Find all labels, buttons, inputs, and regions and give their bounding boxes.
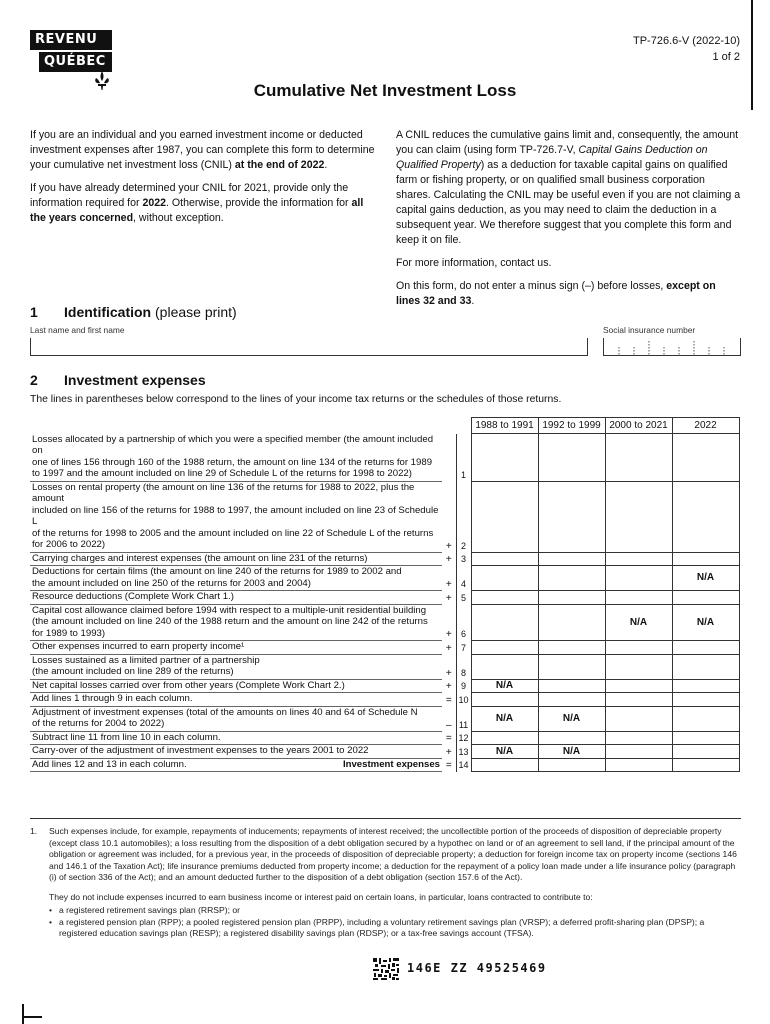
amount-input[interactable] (605, 679, 672, 693)
amount-input[interactable] (672, 591, 739, 605)
row-operator: + (445, 592, 452, 604)
investment-expenses-label: Investment expenses (342, 758, 440, 770)
intro-left-column (30, 128, 375, 234)
minus-sign-note: On this form, do not enter a minus sign (–) before losses, except on lines 32 and 33. (396, 280, 716, 307)
row-label-line: included on line 156 of the returns for 1988 to 1997, the amount included on line 23 of Schedule L (32, 504, 439, 527)
row-label (30, 758, 442, 772)
row-label-line: to 1997 and the amount included on line 29 of Schedule L of the returns for 1998 to 2022) (32, 468, 412, 479)
row-label (30, 693, 442, 707)
amount-input[interactable] (605, 434, 672, 482)
row-label-line: Other expenses incurred to earn property income¹ (32, 641, 245, 652)
row-label-line: Add lines 1 through 9 in each column. (32, 693, 193, 704)
table-row (30, 604, 739, 641)
row-operator: + (445, 681, 452, 692)
intro-right-column (396, 128, 742, 317)
amount-input[interactable] (471, 566, 538, 591)
column-header: 2000 to 2021 (605, 418, 672, 434)
row-operator: = (445, 760, 452, 771)
amount-input[interactable] (471, 481, 538, 552)
amount-input[interactable] (605, 591, 672, 605)
amount-input[interactable] (605, 706, 672, 731)
intro-paragraph: If you have already determined your CNIL for 2021, provide only the information required for 2022. Otherwise, provide the information for all the years concerned, without exception. (30, 182, 364, 224)
name-field[interactable] (30, 338, 588, 356)
amount-input[interactable] (605, 731, 672, 745)
name-label: Last name and first name (30, 325, 125, 335)
row-operator: + (445, 746, 452, 758)
page-indicator: 1 of 2 (712, 51, 740, 63)
table-row (30, 566, 739, 591)
amount-input[interactable] (672, 693, 739, 707)
row-label-line: Losses on rental property (the amount on line 136 of the returns for 1988 to 2022, plus the amount (32, 481, 415, 504)
amount-input[interactable] (605, 758, 672, 772)
table-row (30, 731, 739, 745)
amount-input[interactable] (605, 641, 672, 655)
line-number: 1 (456, 434, 471, 482)
amount-input[interactable] (538, 552, 605, 566)
barcode-icon (373, 958, 399, 980)
not-applicable-cell: N/A (672, 566, 739, 591)
amount-input[interactable] (672, 481, 739, 552)
row-label (30, 731, 442, 745)
amount-input[interactable] (538, 731, 605, 745)
line-number: 13 (456, 745, 471, 759)
row-operator: = (445, 694, 452, 706)
row-operator (442, 434, 456, 482)
row-operator: = (445, 733, 452, 744)
amount-input[interactable] (471, 693, 538, 707)
amount-input[interactable] (605, 693, 672, 707)
amount-input[interactable] (471, 654, 538, 679)
row-label (30, 654, 442, 679)
column-header: 1992 to 1999 (538, 418, 605, 434)
row-label-line: Adjustment of investment expenses (total of the amounts on lines 40 and 64 of Schedule N (32, 706, 418, 718)
row-label (30, 745, 442, 759)
sin-label: Social insurance number (603, 325, 696, 335)
line-number: 2 (456, 481, 471, 552)
amount-input[interactable] (672, 758, 739, 772)
row-label (30, 679, 442, 693)
intro-paragraph: A CNIL reduces the cumulative gains limit and, consequently, the amount you can claim (using form TP-726.7-V, Capital Gains Deduction on Qualified Property) as a deduction for taxable capital gains on qualified farm or fishing property, or on qualified small business corporation shares. Calculating the CNIL may be useful even if you are not claiming a capital gains deduction, as you may need to claim the deduction in a subsequent year. We therefore suggest that you complete this form and keep it on file. (396, 129, 741, 246)
amount-input[interactable] (471, 758, 538, 772)
amount-input[interactable] (538, 481, 605, 552)
row-label-line: Subtract line 11 from line 10 in each column. (32, 731, 221, 743)
row-label-line: Deductions for certain films (the amount on line 240 of the returns for 1989 to 2002 and (32, 566, 402, 577)
amount-input[interactable] (471, 641, 538, 655)
amount-input[interactable] (672, 706, 739, 731)
logo-line1: REVENU (30, 30, 112, 50)
intro-paragraph: If you are an individual and you earned investment income or deducted investment expenses after 1987, you can complete this form to determine your cumulative net investment loss (CNIL) at the end of 2022. (30, 129, 375, 171)
amount-input[interactable] (538, 434, 605, 482)
amount-input[interactable] (471, 434, 538, 482)
line-number: 3 (456, 552, 471, 566)
row-label-line: for 2006 to 2022) (32, 539, 106, 550)
amount-input[interactable] (605, 566, 672, 591)
amount-input[interactable] (672, 731, 739, 745)
investment-expenses-table (30, 417, 740, 772)
amount-input[interactable] (471, 604, 538, 641)
amount-input[interactable] (605, 552, 672, 566)
amount-input[interactable] (672, 552, 739, 566)
row-label-line: of the returns for 2004 to 2022) (32, 718, 165, 729)
not-applicable-cell: N/A (471, 745, 538, 759)
amount-input[interactable] (538, 591, 605, 605)
row-operator: + (445, 667, 452, 679)
amount-input[interactable] (672, 679, 739, 693)
sin-field[interactable] (603, 338, 741, 356)
not-applicable-cell: N/A (672, 604, 739, 641)
line-number: 11 (456, 706, 471, 731)
corner-mark (22, 1016, 42, 1018)
logo-line2: QUÉBEC (39, 52, 112, 72)
footnote-rule (30, 818, 741, 819)
footnote-p2: They do not include expenses incurred to earn business income or interest paid on certain loans, in particular, loans contracted to contribute to: (49, 892, 593, 902)
row-label-line: (the amount included on line 240 of the 1988 return and the amount on line 242 of the returns (32, 616, 428, 627)
footnote-number: 1. (30, 826, 38, 836)
table-row (30, 552, 739, 566)
amount-input[interactable] (538, 679, 605, 693)
table-row (30, 745, 739, 759)
amount-input[interactable] (538, 693, 605, 707)
row-label-line: Carrying charges and interest expenses (the amount on line 231 of the returns) (32, 552, 368, 564)
row-label-line: Carry-over of the adjustment of investment expenses to the years 2001 to 2022 (32, 745, 369, 756)
row-label-line: the amount included on line 250 of the returns for 2003 and 2004) (32, 577, 311, 589)
not-applicable-cell: N/A (538, 706, 605, 731)
row-label-line: for 1989 to 1993) (32, 627, 106, 639)
amount-input[interactable] (538, 604, 605, 641)
row-label-line: (the amount included on line 289 of the returns) (32, 666, 234, 677)
row-operator: – (445, 719, 452, 731)
not-applicable-cell: N/A (471, 706, 538, 731)
form-code: TP-726.6-V (2022-10) (633, 35, 740, 47)
table-row (30, 641, 739, 655)
page-title: Cumulative Net Investment Loss (253, 81, 517, 100)
footnote-text: Such expenses include, for example, repayments of inducements; repayments of interest received; the uncollectible portion of the proceeds of disposition of depreciable property (except class 10.1 automobiles); a loss resulting from the disposition of a debt obligation secured by a hypothec on land or of an agreement to sell land, if the principal amount of the obligation or agreement was included, for a previous year, in the proceeds of disposition of depreciable property; a deduction for foreign income tax on property income (sections 146 and 146.1 of the Taxation Act); life insurance premiums deducted from property income; a deduction for the repayment of a policy loan made under a life insurance policy (paragraph (i) of section 336 of the Act); and an amount deducted further to the disposition of a debt obligation (section 157.6 of the Act). (49, 826, 737, 882)
row-operator: + (445, 629, 452, 640)
table-row (30, 654, 739, 679)
row-label-line: Capital cost allowance claimed before 1994 with respect to a multiple-unit residential building (32, 604, 427, 616)
form-number (633, 33, 740, 65)
line-number: 4 (456, 566, 471, 591)
row-label-line: Resource deductions (Complete Work Chart 1.) (32, 591, 234, 602)
amount-input[interactable] (471, 591, 538, 605)
row-label (30, 434, 442, 482)
amount-input[interactable] (605, 481, 672, 552)
not-applicable-cell: N/A (471, 679, 538, 693)
table-row (30, 706, 739, 731)
table-row (30, 591, 739, 605)
row-label (30, 604, 442, 641)
amount-input[interactable] (672, 434, 739, 482)
amount-input[interactable] (672, 654, 739, 679)
table-row (30, 434, 739, 482)
amount-input[interactable] (471, 731, 538, 745)
line-number: 10 (456, 693, 471, 707)
table-row (30, 758, 739, 772)
column-header: 2022 (672, 418, 739, 434)
contact-text: For more information, contact us. (396, 257, 552, 269)
amount-input[interactable] (538, 641, 605, 655)
corner-mark (22, 1004, 24, 1024)
row-label-line: Net capital losses carried over from other years (Complete Work Chart 2.) (32, 679, 345, 691)
table-row (30, 679, 739, 693)
row-label-line: Add lines 12 and 13 in each column. Investment expenses (32, 758, 440, 770)
row-operator: + (445, 579, 452, 590)
row-label (30, 566, 442, 591)
footnote-bullets (49, 905, 741, 940)
amount-input[interactable] (538, 758, 605, 772)
row-operator: + (445, 554, 452, 565)
column-header: 1988 to 1991 (471, 418, 538, 434)
row-label (30, 552, 442, 566)
amount-input[interactable] (538, 654, 605, 679)
table-header-row (30, 418, 739, 434)
row-operator: + (445, 540, 452, 552)
amount-input[interactable] (672, 641, 739, 655)
row-label (30, 706, 442, 731)
line-number: 6 (456, 604, 471, 641)
row-operator: + (445, 642, 452, 654)
footnote-bullet: • a registered pension plan (RPP); a pooled registered pension plan (PRPP), including a voluntary retirement savings plan (VRSP); a deferred profit-sharing plan (DPSP); a registered education savings plan (RESP); a registered disability savings plan (RDSP); or a tax-free savings account (TFSA). (49, 916, 705, 938)
row-label-line: Losses sustained as a limited partner of a partnership (32, 654, 260, 666)
amount-input[interactable] (672, 745, 739, 759)
line-number: 7 (456, 641, 471, 655)
section2-note: The lines in parentheses below correspond to the lines of your income tax returns or the schedules of those returns. (30, 394, 562, 405)
row-label-line: of the returns for 1998 to 2005 and the amount included on line 22 of Schedule L of the returns (32, 527, 434, 539)
section1-heading: 1 Identification (please print) (30, 304, 237, 320)
line-number: 12 (456, 731, 471, 745)
row-label (30, 641, 442, 655)
not-applicable-cell: N/A (605, 604, 672, 641)
amount-input[interactable] (471, 552, 538, 566)
row-label-line: Losses allocated by a partnership of which you were a specified member (the amount included on (32, 433, 434, 456)
amount-input[interactable] (605, 654, 672, 679)
line-number: 8 (456, 654, 471, 679)
not-applicable-cell: N/A (538, 745, 605, 759)
amount-input[interactable] (605, 745, 672, 759)
form-barcode-number: 146E ZZ 49525469 (407, 961, 547, 975)
amount-input[interactable] (538, 566, 605, 591)
table-row (30, 693, 739, 707)
footnote-bullet: • a registered retirement savings plan (RRSP); or (49, 905, 241, 915)
section2-heading: 2 Investment expenses (30, 372, 206, 388)
line-number: 14 (456, 758, 471, 772)
row-label (30, 591, 442, 605)
line-number: 9 (456, 679, 471, 693)
table-row (30, 481, 739, 552)
line-number: 5 (456, 591, 471, 605)
row-label (30, 481, 442, 552)
row-label-line: one of lines 156 through 160 of the 1988 return, the amount on line 134 of the returns for 1989 (32, 456, 433, 468)
